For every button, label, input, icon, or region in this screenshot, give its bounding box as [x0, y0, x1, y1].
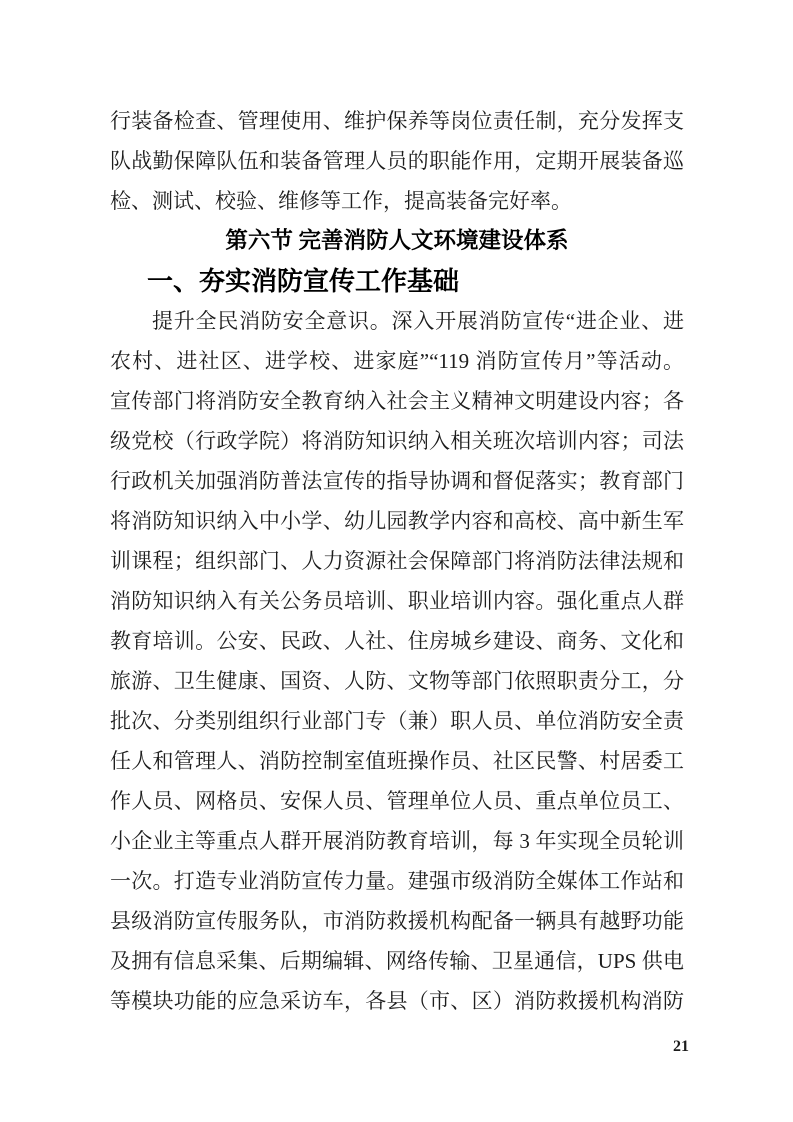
paragraph-line: 旅游、卫生健康、国资、人防、文物等部门依照职责分工，分 — [110, 669, 684, 693]
subsection-heading: 一、夯实消防宣传工作基础 — [147, 266, 460, 296]
paragraph-line: 作人员、网格员、安保人员、管理单位人员、重点单位员工、 — [110, 789, 684, 813]
paragraph-line: 行装备检查、管理使用、维护保养等岗位责任制，充分发挥支 — [110, 109, 684, 133]
paragraph-line: 检、测试、校验、维修等工作，提高装备完好率。 — [110, 189, 572, 213]
paragraph-line: 等模块功能的应急采访车，各县（市、区）消防救援机构消防 — [110, 989, 684, 1013]
paragraph-line: 消防知识纳入有关公务员培训、职业培训内容。强化重点人群 — [110, 589, 684, 613]
paragraph-line: 批次、分类别组织行业部门专（兼）职人员、单位消防安全责 — [110, 709, 684, 733]
paragraph-line: 教育培训。公安、民政、人社、住房城乡建设、商务、文化和 — [110, 629, 684, 653]
paragraph-line: 提升全民消防安全意识。深入开展消防宣传“进企业、进 — [152, 309, 684, 333]
text-column — [110, 101, 684, 1021]
paragraph-line: 任人和管理人、消防控制室值班操作员、社区民警、村居委工 — [110, 749, 684, 773]
paragraph-line: 训课程；组织部门、人力资源社会保障部门将消防法律法规和 — [110, 549, 684, 573]
paragraph-line: 将消防知识纳入中小学、幼儿园教学内容和高校、高中新生军 — [110, 509, 684, 533]
paragraph-line: 县级消防宣传服务队，市消防救援机构配备一辆具有越野功能 — [110, 909, 684, 933]
section-heading: 第六节 完善消防人文环境建设体系 — [225, 228, 569, 253]
page-number: 21 — [673, 1038, 689, 1055]
paragraph-line: 宣传部门将消防安全教育纳入社会主义精神文明建设内容；各 — [110, 389, 684, 413]
paragraph-line: 级党校（行政学院）将消防知识纳入相关班次培训内容；司法 — [110, 429, 684, 453]
paragraph-line: 农村、进社区、进学校、进家庭”“119 消防宣传月”等活动。 — [110, 349, 684, 373]
paragraph-line: 队战勤保障队伍和装备管理人员的职能作用，定期开展装备巡 — [110, 149, 684, 173]
paragraph-line: 及拥有信息采集、后期编辑、网络传输、卫星通信，UPS 供电 — [110, 949, 684, 973]
paragraph-line: 行政机关加强消防普法宣传的指导协调和督促落实；教育部门 — [110, 469, 684, 493]
paragraph-line: 小企业主等重点人群开展消防教育培训，每 3 年实现全员轮训 — [110, 829, 684, 853]
paragraph-line: 一次。打造专业消防宣传力量。建强市级消防全媒体工作站和 — [110, 869, 684, 893]
